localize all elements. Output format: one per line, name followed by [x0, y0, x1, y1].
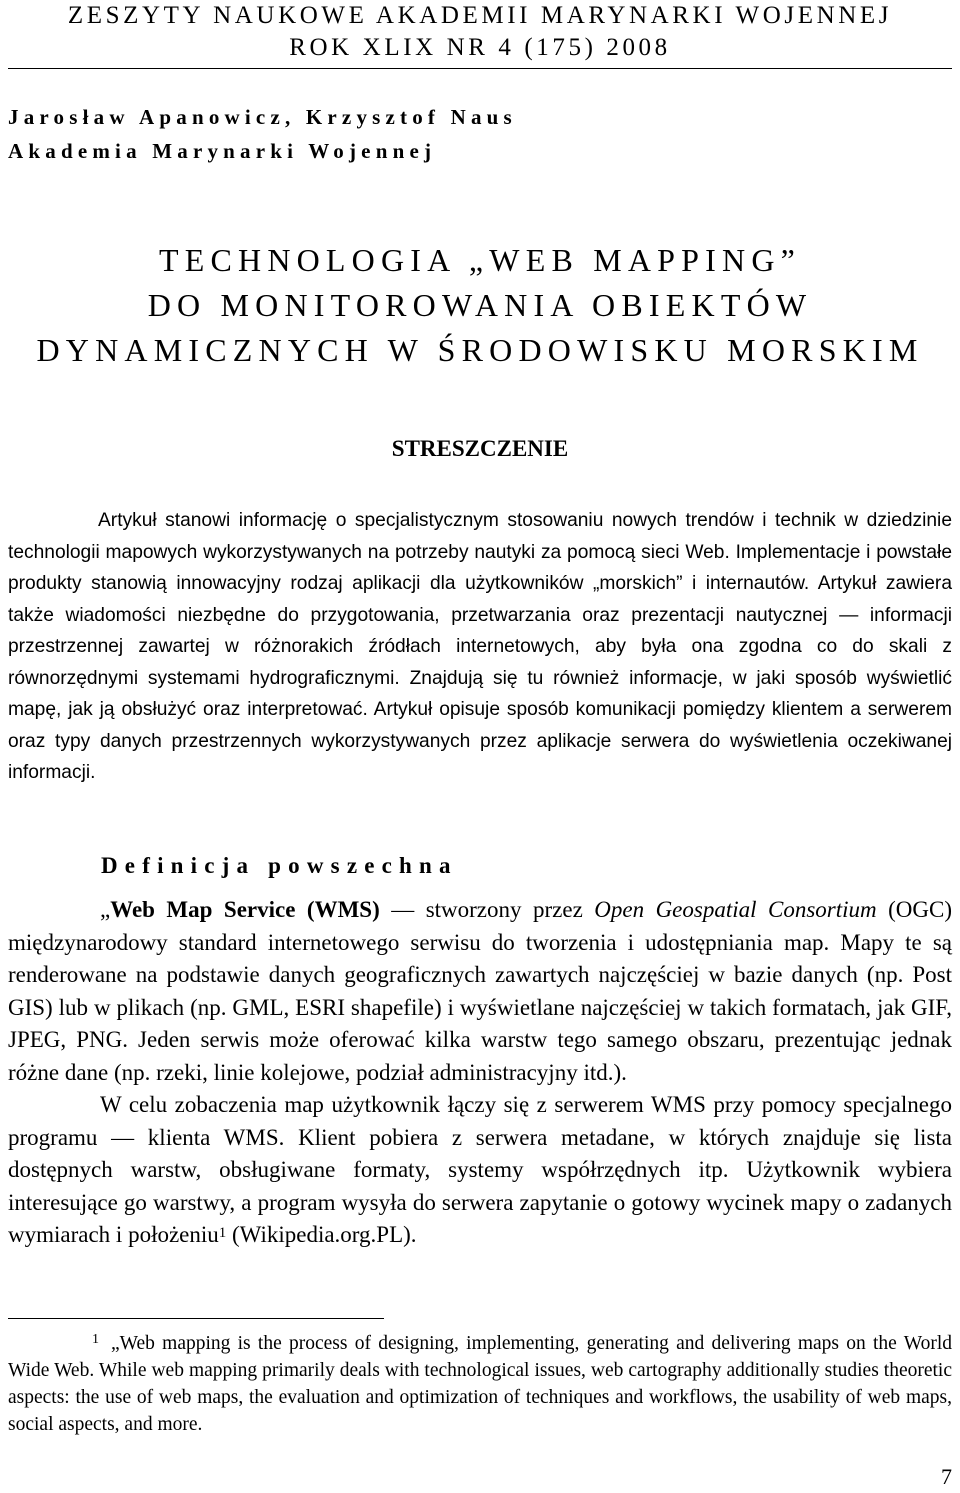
header-rule	[8, 68, 952, 69]
paragraph-1	[8, 894, 952, 1089]
journal-header	[0, 0, 960, 64]
journal-issue: ROK XLIX NR 4 (175) 2008	[289, 34, 671, 61]
paragraph-2-tail: (Wikipedia.org.PL).	[226, 1222, 417, 1247]
paragraph-2	[8, 1089, 952, 1252]
footnote-rule	[8, 1318, 384, 1319]
page-number: 7	[941, 1464, 952, 1489]
footnote-text: „Web mapping is the process of designing, implementing, generating and delivering maps on the World Wide Web. While web mapping primarily deals with technological issues, web cartography additionally studies theoretic aspects: the use of web maps, the evaluation and optimization of techniques and workflows, the usability of web maps, social aspects, and more.	[8, 1333, 952, 1435]
wms-term: Web Map Service (WMS)	[110, 897, 380, 922]
author-names: Jarosław Apanowicz, Krzysztof Naus	[8, 105, 517, 129]
abstract-text: Artykuł stanowi informację o specjalistycznym stosowaniu nowych trendów i technik w dziedzinie technologii mapowych wykorzystywanych na potrzeby nautyki za pomocą sieci Web. Implementacje i powstałe produkty stanowią innowacyjny rodzaj aplikacji dla użytkowników „morskich” i internautów. Artykuł zawiera także wiadomości niezbędne do przygotowania, przetwarzania oraz prezentacji nautycznej — informacji przestrzennej zawartej w różnorakich źródłach internetowych, aby była ona zgodna co do skali z równorzędnymi systemami hydrograficznymi. Znajdują się tu również informacje, w jaki sposób wyświetlić mapę, jak ją obsłużyć oraz interpretować. Artykuł opisuje sposób komunikacji pomiędzy klientem a serwerem oraz typy danych przestrzennych wykorzystywanych przez aplikacje serwera do wyświetlenia oczekiwanej informacji.	[8, 510, 952, 783]
dash-text: — stworzony przez	[379, 897, 595, 922]
abstract-heading: STRESZCZENIE	[391, 436, 569, 461]
title-line-1: TECHNOLOGIA „WEB MAPPING”	[158, 242, 802, 278]
article-title	[0, 238, 960, 373]
ogc-name: Open Geospatial Consortium	[594, 897, 877, 922]
author-affiliation: Akademia Marynarki Wojennej	[8, 139, 437, 163]
footnote	[8, 1330, 952, 1438]
author-block	[8, 100, 948, 168]
footnote-mark: 1	[92, 1332, 99, 1347]
journal-name: ZESZYTY NAUKOWE AKADEMII MARYNARKI WOJENNEJ	[67, 2, 893, 29]
paragraph-2-text: W celu zobaczenia map użytkownik łączy się z serwerem WMS przy pomocy specjalnego programu — klienta WMS. Klient pobiera z serwera metadane, w których znajduje się lista dostępnych warstw, obsługiwane formaty, systemy współrzędnych itp. Użytkownik wybiera interesujące go warstwy, a program wysyła do serwera zapytanie o gotowy wycinek mapy o zadanych wymiarach i położeniu	[8, 1092, 952, 1247]
footnote-ref[interactable]: 1	[218, 1225, 227, 1241]
section-heading: Definicja powszechna	[101, 853, 458, 878]
open-quote: „	[100, 897, 111, 922]
section-body	[8, 894, 952, 1252]
title-line-3: DYNAMICZNYCH W ŚRODOWISKU MORSKIM	[36, 332, 924, 368]
title-line-2: DO MONITOROWANIA OBIEKTÓW	[147, 287, 813, 323]
paragraph-1-rest: (OGC) międzynarodowy standard internetowego serwisu do tworzenia i udostępniania map. Mapy te są renderowane na podstawie danych geograficznych zawartych najczęściej w bazie danych (np. Post GIS) lub w plikach (np. GML, ESRI shapefile) i wyświetlane najczęściej w takich formatach, jak GIF, JPEG, PNG. Jeden serwis może oferować kilka warstw tego samego obszaru, prezentując jednak różne dane (np. rzeki, linie kolejowe, podział administracyjny itd.).	[8, 897, 952, 1085]
